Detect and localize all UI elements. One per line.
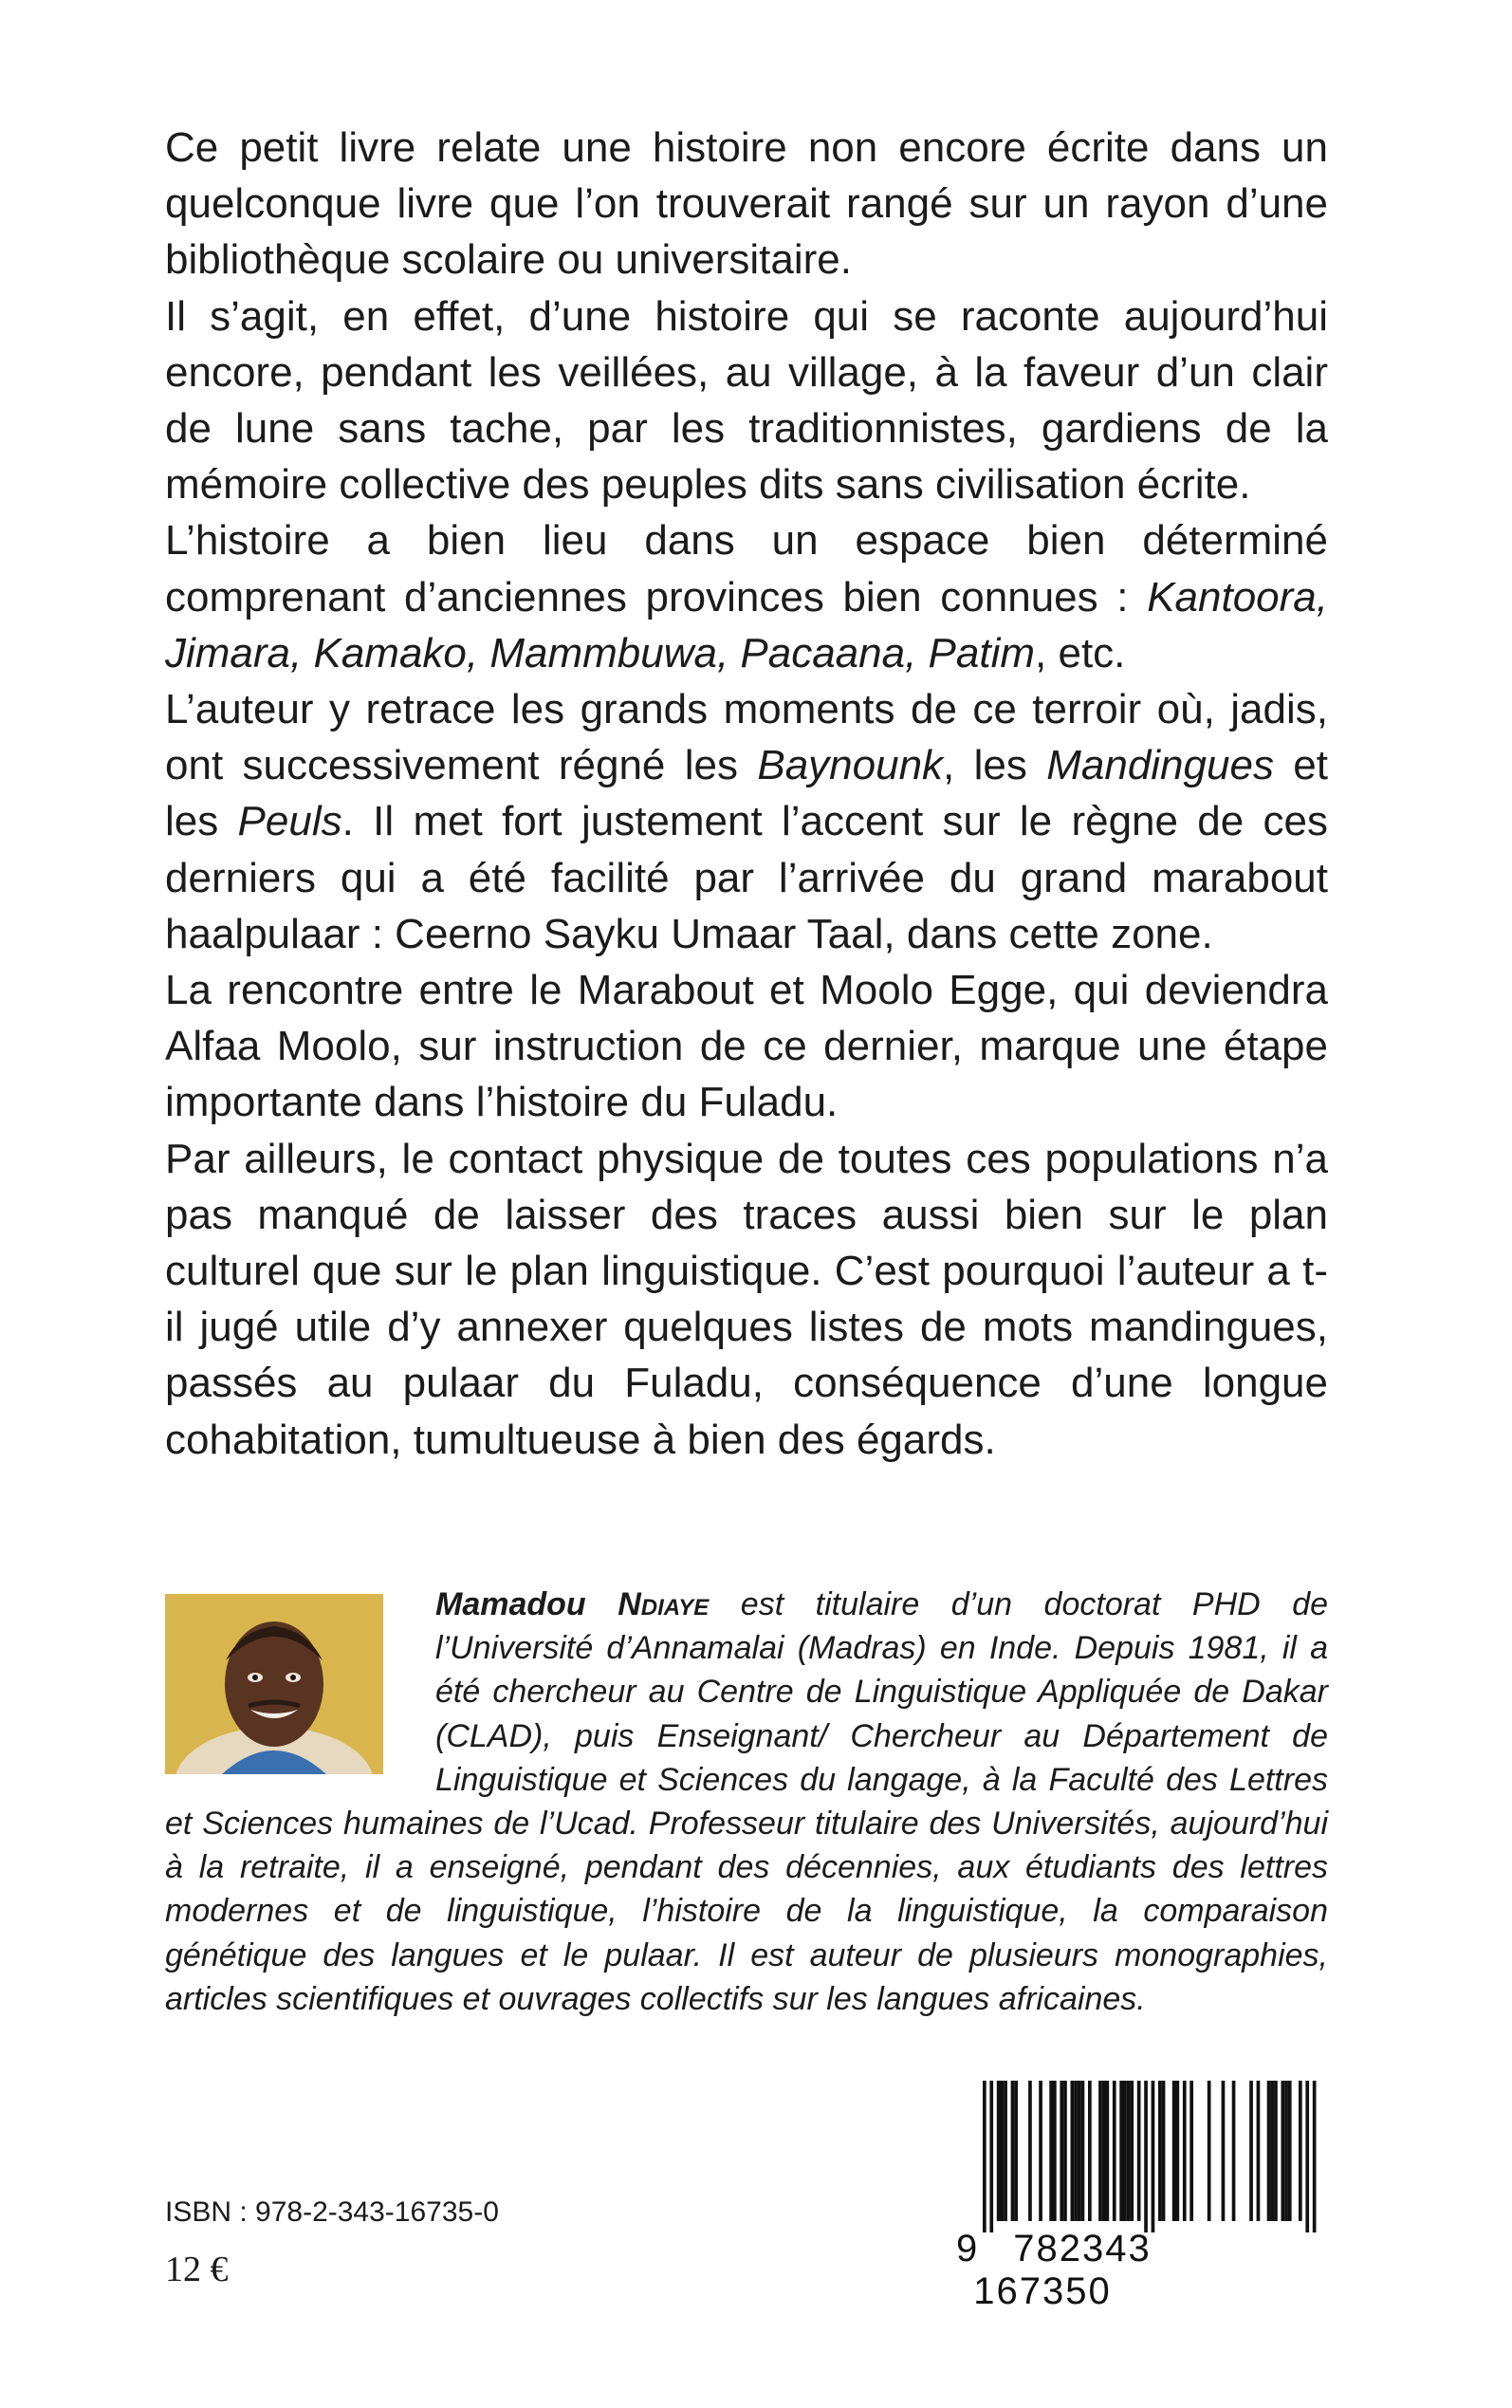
barcode-bar: [1284, 2081, 1288, 2221]
barcode-bar: [1299, 2081, 1302, 2221]
author-portrait-illustration: [165, 1594, 383, 1774]
barcode-bar: [989, 2081, 993, 2232]
barcode-bar: [1189, 2081, 1193, 2221]
author-photo: [165, 1594, 383, 1774]
blurb-paragraph-4: [165, 681, 1328, 962]
barcode-bar: [1267, 2081, 1271, 2221]
barcode-bar: [1282, 2081, 1285, 2221]
barcode-bar: [1152, 2081, 1155, 2232]
barcode-bar: [1208, 2081, 1211, 2221]
barcode-bar: [997, 2081, 1001, 2221]
barcode-bar: [1162, 2081, 1166, 2221]
barcode-bar: [1039, 2081, 1042, 2221]
barcode-bar: [1071, 2081, 1075, 2221]
blurb-p4-text-b: , les: [943, 742, 1047, 789]
barcode-bar: [1249, 2081, 1253, 2221]
blurb-paragraph-2: Il s’agit, en effet, d’une histoire qui se raconte aujourd’hui encore, pendant les veillées, au village, à la faveur d’un clair de lune sans tache, par les traditionnistes, gardiens de la mémoire collective des peuples dits sans civilisation écrite.: [165, 292, 1328, 509]
blurb-p4-text-d: . Il met fort justement l’accent sur le règne de ces derniers qui a été facilité par l’arrivée du grand marabout haalpulaar : Ceerno Sayku Umaar Taal, dans cette zone.: [165, 798, 1328, 957]
barcode-bar: [1176, 2081, 1180, 2221]
province-names: Kantoora, Jimara, Kamako, Mammbuwa, Pacaana, Patim: [165, 573, 1328, 676]
back-cover-blurb: [165, 120, 1328, 1468]
barcode-bar: [1028, 2081, 1032, 2221]
barcode-bar: [1001, 2081, 1005, 2221]
barcode-bar: [1305, 2081, 1309, 2232]
barcode-bar: [983, 2081, 986, 2232]
barcode-bar: [1222, 2081, 1226, 2221]
blurb-paragraph-3: [165, 512, 1328, 681]
barcode-bar: [1270, 2081, 1274, 2221]
barcode-bar: [1004, 2081, 1007, 2221]
barcode-bar: [1113, 2081, 1116, 2221]
barcode-bar: [1074, 2081, 1078, 2221]
barcode-bar: [1088, 2081, 1092, 2221]
barcode-bar: [1123, 2081, 1127, 2221]
barcode-group-2: 167350: [973, 2270, 1112, 2312]
author-name: [435, 1586, 709, 1622]
blurb-p3-text-a: L’histoire a bien lieu dans un espace bien déterminé comprenant d’anciennes provinces bien connues :: [165, 517, 1328, 621]
barcode-bar: [1098, 2081, 1102, 2221]
price-label: 12 €: [165, 2250, 229, 2289]
barcode-bar: [1274, 2081, 1278, 2221]
barcode-bar: [1313, 2081, 1317, 2232]
blurb-paragraph-5: La rencontre entre le Marabout et Moolo Egge, qui deviendra Alfaa Moolo, sur instruction de ce dernier, marque une étape importante dans l’histoire du Fuladu.: [165, 967, 1328, 1126]
barcode-bar: [1078, 2081, 1081, 2221]
blurb-p3-text-b: , etc.: [1035, 629, 1126, 676]
barcode-bar: [1183, 2081, 1187, 2221]
barcode-bar: [1063, 2081, 1067, 2221]
barcode-number: [956, 2228, 1328, 2313]
term-peuls: Peuls: [237, 798, 342, 845]
barcode-bar: [1081, 2081, 1085, 2221]
barcode: [956, 2081, 1328, 2312]
barcode-bar: [1106, 2081, 1110, 2221]
term-mandingues: Mandingues: [1046, 742, 1274, 789]
barcode-bar: [1014, 2081, 1018, 2221]
barcode-bar: [1232, 2081, 1236, 2221]
term-baynounk: Baynounk: [757, 742, 944, 789]
barcode-bar: [1172, 2081, 1176, 2221]
barcode-bar: [1144, 2081, 1148, 2232]
barcode-bar: [1119, 2081, 1123, 2221]
barcode-bar: [1288, 2081, 1292, 2221]
barcode-group-1: 782343: [1013, 2228, 1152, 2269]
author-bio-section: [165, 1583, 1328, 2021]
author-first-name: Mamadou: [435, 1586, 618, 1622]
barcode-bar: [1137, 2081, 1141, 2221]
barcode-bar: [1011, 2081, 1015, 2221]
blurb-paragraph-6: Par ailleurs, le contact physique de toutes ces populations n’a pas manqué de laisser des traces aussi bien sur le plan culturel que sur le plan linguistique. C’est pourquoi l’auteur a t-il jugé utile d’y annexer quelques listes de mots mandingues, passés au pulaar du Fuladu, conséquence d’une longue cohabitation, tumultueuse à bien des égards.: [165, 1135, 1328, 1463]
author-bio-text: est titulaire d’un doctorat PHD de l’Université d’Annamalai (Madras) en Inde. Depuis 1981, il a été chercheur au Centre de Linguistique Appliquée de Dakar (CLAD), puis Enseignant/ Chercheur au Département de Linguistique et Sciences du langage, à la Faculté des Lettres et Sciences humaines de l’Ucad. Professeur titulaire des Universités, aujourd’hui à la retraite, il a enseigné, pendant des décennies, aux étudiants des lettres modernes et de linguistique, l’histoire de la linguistique, la comparaison génétique des langues et le pulaar. Il est auteur de plusieurs monographies, articles scientifiques et ouvrages collectifs sur les langues africaines.: [165, 1586, 1329, 2017]
barcode-bar: [1130, 2081, 1134, 2221]
barcode-bar: [1257, 2081, 1261, 2221]
barcode-first-digit: 9: [956, 2228, 980, 2269]
isbn-label: ISBN : 978-2-343-16735-0: [165, 2196, 499, 2228]
barcode-bar: [1060, 2081, 1063, 2221]
blurb-paragraph-1: Ce petit livre relate une histoire non encore écrite dans un quelconque livre que l’on trouverait rangé sur un rayon d’une bibliothèque scolaire ou universitaire.: [165, 124, 1328, 284]
barcode-bar: [1158, 2081, 1162, 2221]
blurb-p4-text-c: et les: [165, 742, 1328, 845]
barcode-bar: [1127, 2081, 1131, 2221]
barcode-bar: [1053, 2081, 1057, 2221]
barcode-bar: [1102, 2081, 1106, 2221]
barcode-bar: [1049, 2081, 1053, 2221]
author-last-name: Ndiaye: [618, 1586, 710, 1622]
blurb-p4-text-a: L’auteur y retrace les grands moments de ce terroir où, jadis, ont successivement régné les: [165, 686, 1328, 789]
barcode-bars: [956, 2081, 1328, 2232]
